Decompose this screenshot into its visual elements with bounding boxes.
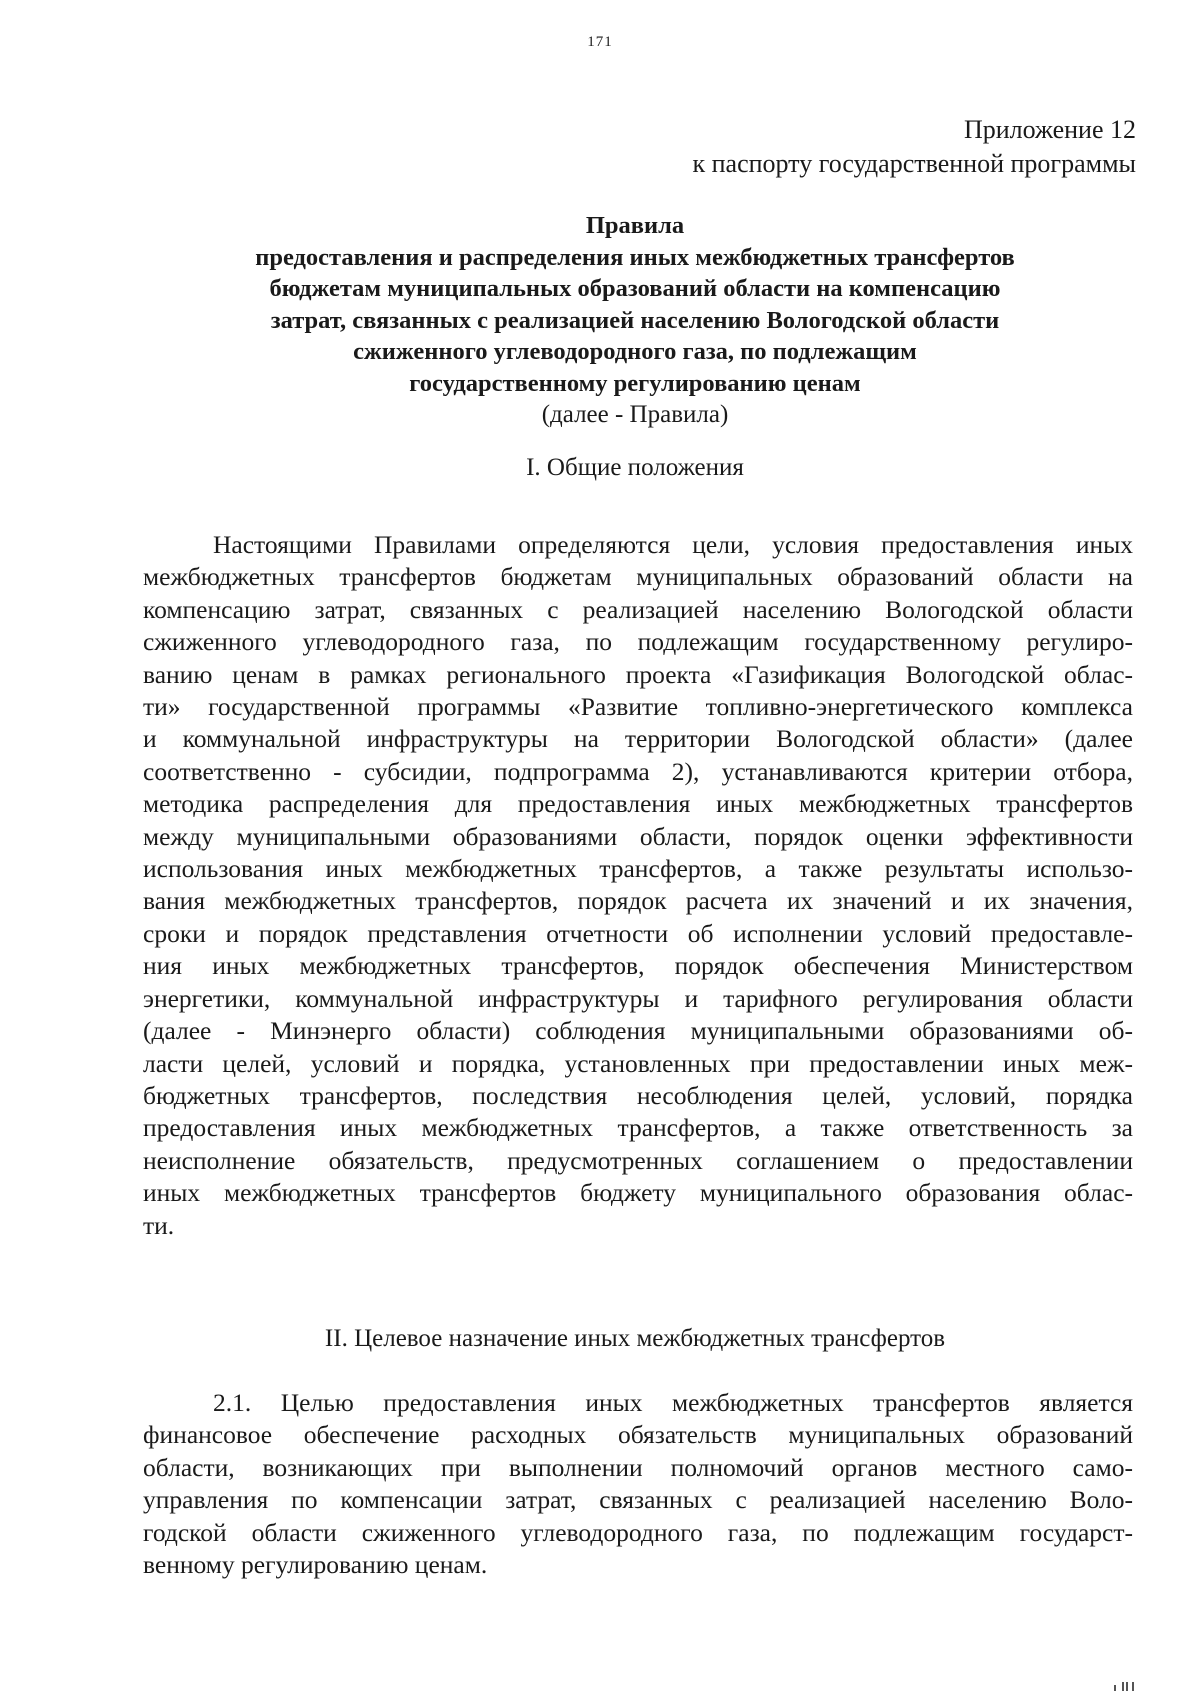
title-subtitle: (далее - Правила) [541, 401, 729, 428]
paragraph-line: неисполнение обязательств, предусмотренных соглашением о предоставлении [143, 1145, 1133, 1175]
appendix-line-1: Приложение 12 [963, 115, 1136, 144]
appendix-line-2: к паспорту государственной программы [692, 149, 1136, 178]
paragraph-line: энергетики, коммунальной инфраструктуры и тарифного регулирования области [143, 983, 1133, 1013]
paragraph-line: иных межбюджетных трансфертов бюджету муниципального образования облас- [143, 1178, 1133, 1208]
paragraph-line: финансовое обеспечение расходных обязательств муниципальных образований [143, 1420, 1133, 1450]
paragraph-line: 2.1. Целью предоставления иных межбюджетных трансфертов является [213, 1388, 1133, 1417]
paragraph-line: венному регулированию ценам. [143, 1550, 488, 1580]
title-line: государственному регулированию ценам [409, 369, 861, 397]
paragraph-line: (далее - Минэнерго области) соблюдения муниципальными образованиями об- [143, 1016, 1133, 1046]
paragraph-line: ти. [143, 1210, 175, 1240]
section-1-paragraph [143, 529, 1133, 1242]
paragraph-line: предоставления иных межбюджетных трансфертов, а также ответственность за [143, 1113, 1133, 1143]
paragraph-line: вания межбюджетных трансфертов, порядок расчета их значений и их значения, [143, 886, 1133, 916]
page-number: 171 [587, 34, 613, 50]
paragraph-line: соответственно - субсидии, подпрограмма 2), устанавливаются критерии отбора, [143, 756, 1133, 786]
section-2-paragraph [143, 1387, 1133, 1581]
paragraph-line: сроки и порядок представления отчетности об исполнении условий предоставле- [143, 918, 1133, 948]
paragraph-line: использования иных межбюджетных трансфертов, а также результаты использо- [143, 854, 1133, 884]
paragraph-line: ти» государственной программы «Развитие топливно-энергетического комплекса [143, 692, 1133, 722]
title-line: бюджетам муниципальных образований области на компенсацию [269, 275, 1001, 302]
paragraph-line: между муниципальными образованиями области, порядок оценки эффективности [143, 821, 1133, 851]
title-line: затрат, связанных с реализацией населению Вологодской области [270, 306, 1000, 334]
paragraph-line: ласти целей, условий и порядка, установленных при предоставлении иных меж- [143, 1048, 1133, 1078]
section-1-heading: I. Общие положения [526, 454, 744, 481]
title-line: предоставления и распределения иных межбюджетных трансфертов [255, 243, 1015, 271]
section-2-heading: II. Целевое назначение иных межбюджетных трансфертов [324, 1325, 946, 1352]
paragraph-line: ванию ценам в рамках регионального проекта «Газификация Вологодской облас- [143, 659, 1133, 689]
title-line: Правила [585, 212, 685, 239]
paragraph-line: методика распределения для предоставления иных межбюджетных трансфертов [143, 789, 1133, 819]
paragraph-line: области, возникающих при выполнении полномочий органов местного само- [143, 1452, 1133, 1482]
scan-margin-mark [1110, 1681, 1140, 1691]
paragraph-line: Настоящими Правилами определяются цели, условия предоставления иных [213, 530, 1133, 559]
paragraph-line: годской области сжиженного углеводородного газа, по подлежащим государст- [143, 1517, 1133, 1547]
paragraph-line: компенсацию затрат, связанных с реализацией населению Вологодской области [143, 594, 1133, 624]
paragraph-line: межбюджетных трансфертов бюджетам муниципальных образований области на [143, 562, 1133, 592]
paragraph-line: управления по компенсации затрат, связанных с реализацией населению Воло- [143, 1485, 1133, 1515]
title-line: сжиженного углеводородного газа, по подлежащим [353, 338, 917, 365]
paragraph-line: сжиженного углеводородного газа, по подлежащим государственному регулиро- [143, 627, 1133, 657]
paragraph-line: ния иных межбюджетных трансфертов, порядок обеспечения Министерством [143, 951, 1133, 981]
document-title [130, 210, 1140, 431]
paragraph-line: бюджетных трансфертов, последствия несоблюдения целей, условий, порядка [143, 1080, 1133, 1110]
paragraph-line: и коммунальной инфраструктуры на территории Вологодской области» (далее [143, 724, 1133, 754]
appendix-reference [692, 113, 1136, 181]
